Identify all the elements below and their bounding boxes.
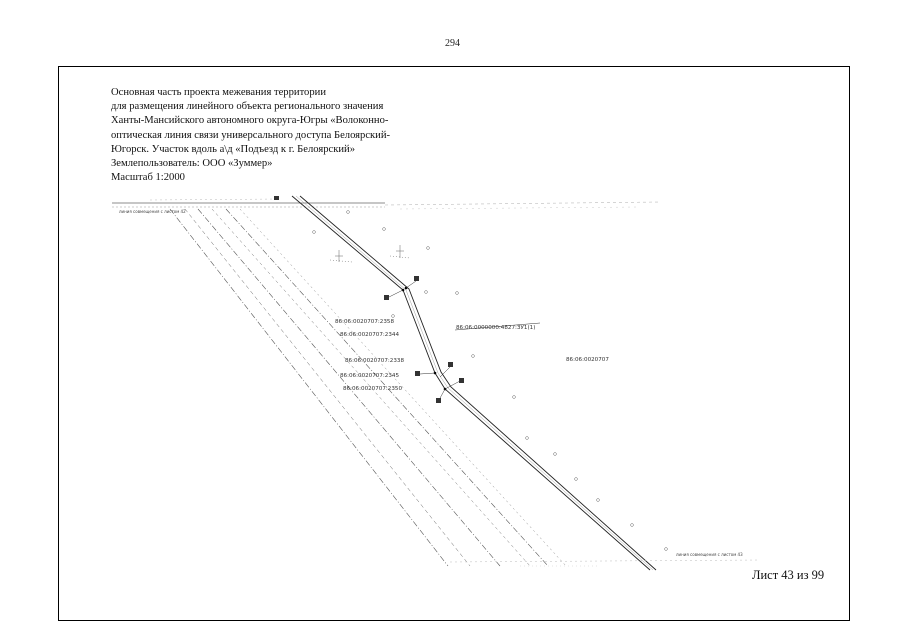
parcel-label: 86:06:0000000:4827:ЗУ1(1) (456, 325, 536, 331)
top-match-line (112, 199, 660, 209)
title-line: Югорск. Участок вдоль а\д «Подъезд к г. Белоярский» (111, 143, 355, 155)
point-markers (313, 211, 668, 551)
title-line: Основная часть проекта межевания территории (111, 87, 326, 98)
match-line-bottom-label: линия совмещения с листом 43 (676, 552, 743, 557)
leader-lines (389, 281, 540, 400)
parcel-label: 86:06:0020707:2350 (343, 386, 403, 392)
bottom-match-line (450, 560, 760, 566)
title-line: Ханты-Мансийского автономного округа-Югры «Волоконно- (111, 115, 389, 127)
cable-route (292, 196, 656, 570)
land-user-line: Землепользователь: ООО «Зуммер» (111, 158, 273, 170)
page-number: 294 (445, 38, 460, 49)
parcel-label: 86:06:0020707 (566, 357, 609, 363)
title-line: оптическая линия связи универсального доступа Белоярский- (111, 129, 391, 141)
parcel-label: 86:06:0020707:2345 (340, 373, 400, 379)
parcel-label: 86:06:0020707:2338 (345, 358, 405, 364)
scale-line: Масштаб 1:2000 (111, 172, 185, 184)
parcel-label: 86:06:0020707:2344 (340, 332, 400, 338)
parcel-label: 86:06:0020707:2358 (335, 319, 395, 325)
sheet-number: Лист 43 из 99 (752, 568, 825, 582)
route-vertices (402, 287, 447, 391)
title-line: для размещения линейного объекта регионального значения (111, 101, 384, 113)
match-line-top-label: линия совмещения с листом 42 (119, 209, 186, 214)
